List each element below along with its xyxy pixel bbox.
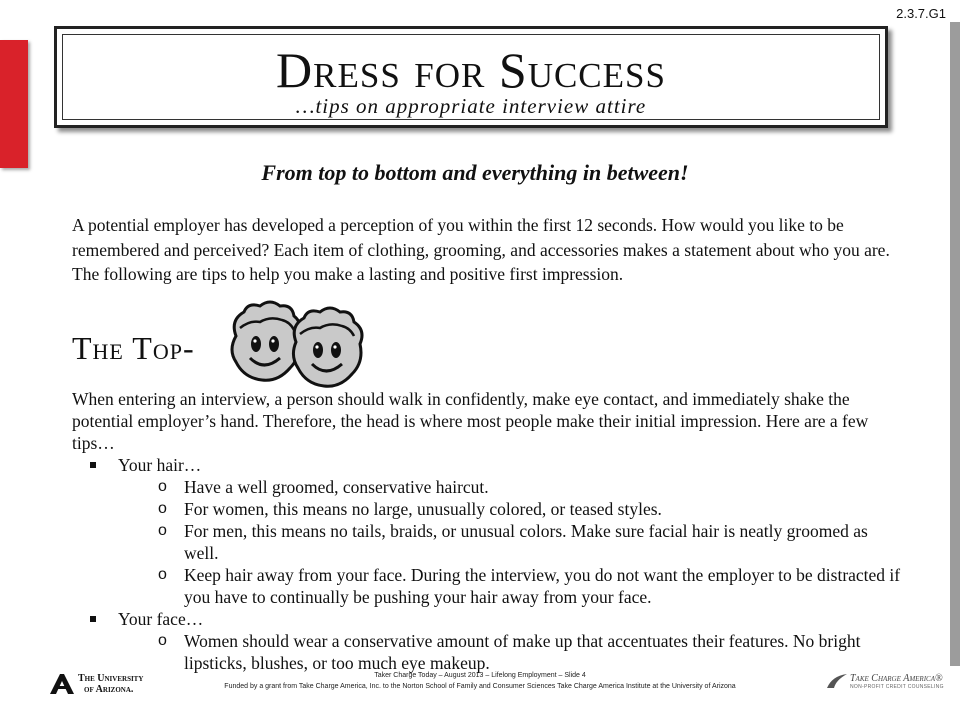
slide-id: 2.3.7.G1 xyxy=(896,6,946,21)
sub-list-item: o For men, this means no tails, braids, or unusual colors. Make sure facial hair is neatly groomed as well. xyxy=(118,520,902,564)
tips-list xyxy=(72,454,902,674)
sub-list-item: o For women, this means no large, unusually colored, or teased styles. xyxy=(118,498,902,520)
footer-line2: Funded by a grant from Take Charge America, Inc. to the Norton School of Family and Consumer Sciences Take Charge America Institute at the University of Arizona xyxy=(224,683,736,690)
sub-list-item: o Keep hair away from your face. During the interview, you do not want the employer to be distracted if you have to continually be pushing your hair away from your face. xyxy=(118,564,902,608)
smiley-face-left-icon xyxy=(232,302,300,380)
take-charge-swoosh-icon xyxy=(826,672,848,690)
headline: From top to bottom and everything in between! xyxy=(261,160,689,185)
section-title: The Top- xyxy=(72,330,195,366)
red-accent-tab xyxy=(0,40,28,168)
list-item-label: Your hair… xyxy=(118,455,202,475)
list-item xyxy=(72,608,902,674)
section-paragraph: When entering an interview, a person should walk in confidently, make eye contact, and immediately shake the potential employer’s hand. Therefore, the head is where most people make their initial impression. Here are a few tips… xyxy=(72,389,869,453)
sub-list-item: o Have a well groomed, conservative haircut. xyxy=(118,476,902,498)
title-banner xyxy=(54,26,888,128)
left-logo-line2: of Arizona. xyxy=(84,684,134,695)
footer-line1: Taker Charge Today – August 2013 – Lifelong Employment – Slide 4 xyxy=(374,672,586,679)
smiley-faces-icon xyxy=(226,298,372,390)
sub-list xyxy=(118,476,902,608)
banner-title: Dress for Success xyxy=(276,42,666,98)
list-item-label: Your face… xyxy=(118,609,204,629)
sub-list xyxy=(118,630,902,674)
sub-list-item: o Women should wear a conservative amount of make up that accentuates their features. No bright lipsticks, blushes, or too much eye makeup. xyxy=(118,630,902,674)
title-banner-inner xyxy=(62,34,880,120)
right-logo-name: Take Charge America® xyxy=(850,673,943,684)
left-logo-line1: The University xyxy=(78,673,144,684)
list-item xyxy=(72,454,902,608)
right-logo-tagline: NON-PROFIT CREDIT COUNSELING xyxy=(850,684,944,690)
footer-text xyxy=(150,670,810,692)
intro-paragraph: A potential employer has developed a perception of you within the first 12 seconds. How would you like to be remembered and perceived? Each item of clothing, grooming, and accessories makes a statement about who you are. The following are tips to help you make a lasting and positive first impression. xyxy=(72,215,890,284)
right-edge-bar xyxy=(950,22,960,666)
section-body xyxy=(72,388,902,674)
take-charge-america-logo xyxy=(826,672,944,695)
university-of-arizona-logo xyxy=(48,672,146,701)
banner-subtitle: …tips on appropriate interview attire xyxy=(295,94,647,118)
smiley-face-right-icon xyxy=(293,308,362,386)
